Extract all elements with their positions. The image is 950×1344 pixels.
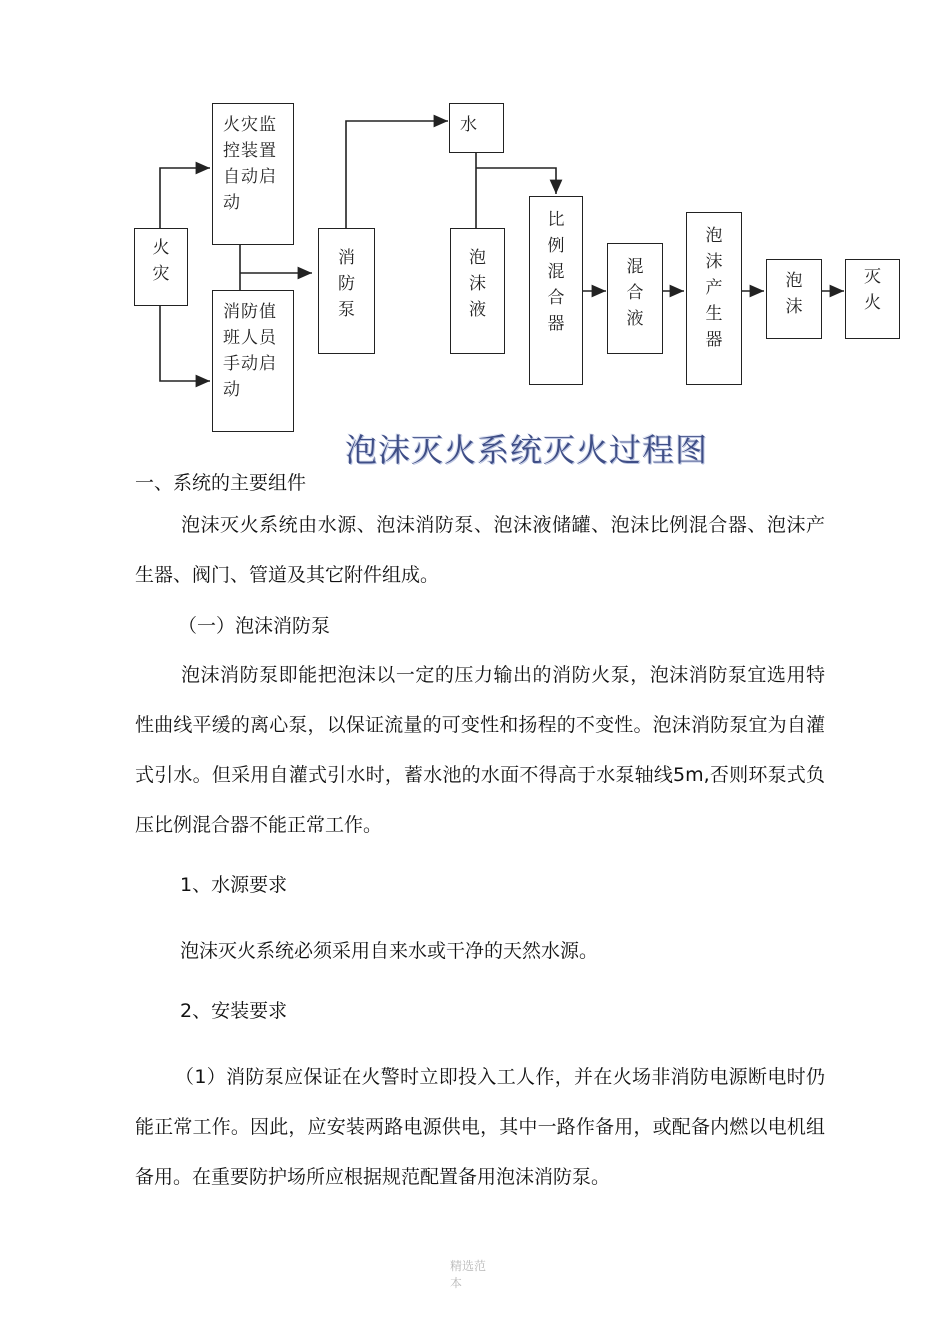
box-fire: 火灾 xyxy=(134,228,188,306)
watermark-footer: 精选范本 xyxy=(450,1259,487,1290)
box-foam-generator: 泡沫产生器 xyxy=(686,212,742,385)
sub-heading-pump: （一）泡沫消防泵 xyxy=(178,615,331,637)
box-auto-start: 火灾监控装置自动启动 xyxy=(212,103,294,245)
installation-heading: 2、安装要求 xyxy=(180,1000,288,1022)
diagram-title: 泡沫灭火系统灭火过程图 xyxy=(345,431,709,469)
box-proportioner: 比例混合器 xyxy=(529,196,583,385)
arrow-water-to-proportioner xyxy=(476,168,556,194)
flow-diagram xyxy=(0,0,950,470)
box-pump: 消防泵 xyxy=(318,228,375,354)
box-water: 水 xyxy=(449,103,504,153)
installation-paragraph: （1）消防泵应保证在火警时立即投入工人作，并在火场非消防电源断电时仍能正常工作。因此，应安装两路电源供电，其中一路作备用，或配备内燃以电机组备用。在重要防护场所应根据规范配置备用泡沫消防泵。 xyxy=(135,1066,825,1188)
pump-paragraph: 泡沫消防泵即能把泡沫以一定的压力输出的消防火泵，泡沫消防泵宜选用特性曲线平缓的离心泵，以保证流量的可变性和扬程的不变性。泡沫消防泵宜为自灌式引水。但采用自灌式引水时，蓄水池的水面不得高于水泵轴线5m,否则环泵式负压比例混合器不能正常工作。 xyxy=(135,664,825,836)
arrow-fire-to-manual xyxy=(160,306,210,381)
box-mixture: 混合液 xyxy=(607,243,663,354)
intro-paragraph: 泡沫灭火系统由水源、泡沫消防泵、泡沫液储罐、泡沫比例混合器、泡沫产生器、阀门、管道及其它附件组成。 xyxy=(135,514,825,586)
water-source-heading: 1、水源要求 xyxy=(180,874,288,896)
arrow-pump-to-water xyxy=(346,121,448,228)
box-manual-start: 消防值班人员手动启动 xyxy=(212,290,294,432)
arrow-fire-to-auto xyxy=(160,168,210,228)
box-extinguish: 灭火 xyxy=(845,259,900,339)
box-foam-liquid: 泡沫液 xyxy=(450,228,505,354)
section-heading: 一、系统的主要组件 xyxy=(135,472,307,494)
water-source-text: 泡沫灭火系统必须采用自来水或干净的天然水源。 xyxy=(180,940,599,962)
box-foam: 泡沫 xyxy=(766,259,822,339)
